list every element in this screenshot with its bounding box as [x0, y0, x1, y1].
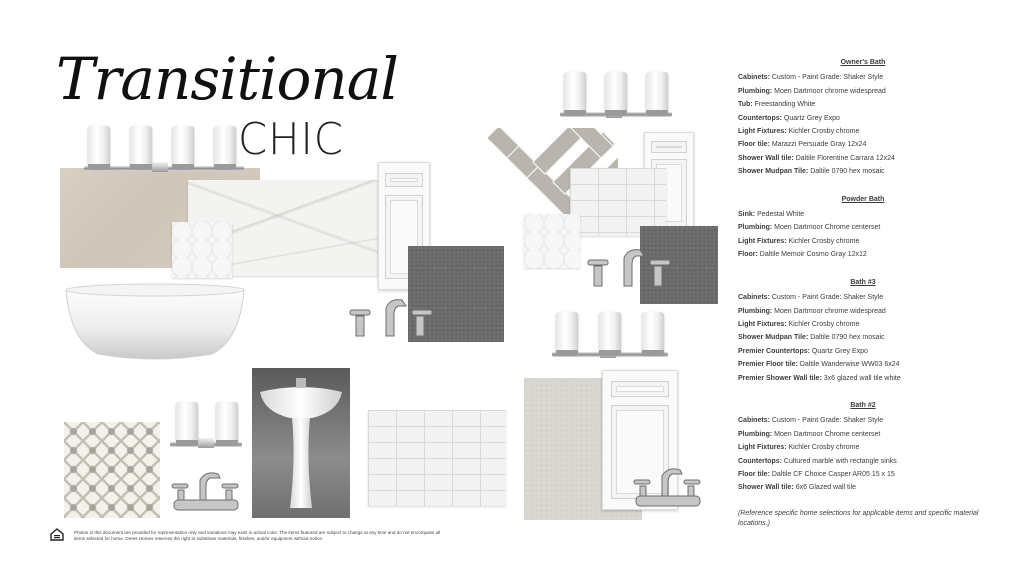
- spec-row: Floor: Daltile Memoir Cosmo Gray 12x12: [738, 251, 867, 259]
- spec-row: Cabinets: Custom - Paint Grade: Shaker Style: [738, 294, 884, 302]
- equal-housing-icon: [50, 528, 64, 542]
- bathtub-icon: [62, 280, 248, 364]
- spec-row: Cabinets: Custom - Paint Grade: Shaker Style: [738, 74, 884, 82]
- spec-row: Premier Countertops: Quartz Grey Expo: [738, 347, 868, 355]
- spec-row: Plumbing: Moen Dartmoor chrome widespread: [738, 87, 886, 95]
- faucet-icon: [584, 244, 676, 290]
- spec-row: Light Fixtures: Kichler Crosby chrome: [738, 128, 860, 136]
- disclaimer-text: Photos in this document are provided for representation only and variations may exist in actual color. The items featured are subject to change at any time and do not encompass all items selected for home. Drees Homes reserves the right to substitute materials, finishes, and/or equipment without notice.: [74, 530, 441, 541]
- hex-mosaic-swatch: [524, 214, 580, 268]
- floor-tile-pattern-swatch: [64, 422, 160, 518]
- page-subtitle: CHIC: [238, 114, 344, 165]
- spec-row: Light Fixtures: Kichler Crosby chrome: [738, 444, 860, 452]
- spec-row: Plumbing: Moen Dartmoor Chrome centerset: [738, 224, 881, 232]
- spec-row: Countertops: Cultured marble with rectangle sinks: [738, 457, 897, 465]
- spec-row: Shower Wall tile: Daltile Florentine Carrara 12x24: [738, 154, 895, 162]
- spec-row: Sink: Pedestal White: [738, 211, 805, 219]
- spec-row: Shower Wall tile: 6x6 Glazed wall tile: [738, 484, 857, 492]
- section-heading: Bath #2: [850, 401, 876, 409]
- hex-mosaic-swatch: [172, 222, 232, 278]
- page-title: Transitional: [56, 45, 398, 113]
- spec-row: Light Fixtures: Kichler Crosby chrome: [738, 237, 860, 245]
- reference-note: (Reference specific home selections for applicable items and specific material locations.): [738, 509, 979, 527]
- section-heading: Powder Bath: [841, 195, 885, 203]
- spec-row: Tub: Freestanding White: [738, 101, 816, 109]
- spec-row: Premier Floor tile: Daltile Wanderwise WW03 6x24: [738, 361, 900, 369]
- spec-row: Countertops: Quartz Grey Expo: [738, 114, 840, 122]
- spec-row: Shower Mudpan Tile: Daltile 0790 hex mosaic: [738, 334, 885, 342]
- pedestal-sink-photo: [252, 368, 350, 518]
- faucet-icon: [346, 292, 442, 342]
- spec-row: Premier Shower Wall tile: 3x6 glazed wall tile white: [738, 374, 901, 382]
- pedestal-sink-icon: [252, 368, 350, 518]
- faucet-icon: [170, 466, 242, 516]
- section-heading: Owner's Bath: [840, 59, 886, 66]
- light-fixture-icon: [170, 402, 242, 452]
- subway-tile-swatch: [368, 410, 506, 506]
- section-heading: Bath #3: [850, 278, 876, 286]
- spec-row: Light Fixtures: Kichler Crosby chrome: [738, 320, 860, 328]
- light-fixture-icon: [84, 126, 244, 180]
- light-fixture-icon: [552, 312, 668, 362]
- spec-row: Floor tile: Daltile CF Choice Casper AR05 15 x 15: [738, 470, 895, 478]
- spec-list: [738, 56, 988, 529]
- spec-row: Plumbing: Moen Dartmoor chrome widespread: [738, 307, 886, 315]
- spec-row: Cabinets: Custom - Paint Grade: Shaker Style: [738, 417, 884, 425]
- spec-row: Shower Mudpan Tile: Daltile 0790 hex mosaic: [738, 168, 885, 176]
- faucet-icon: [632, 462, 704, 512]
- spec-row: Floor tile: Marazzi Persuade Gray 12x24: [738, 141, 867, 149]
- light-fixture-icon: [560, 72, 672, 122]
- spec-row: Plumbing: Moen Dartmoor Chrome centerset: [738, 430, 881, 438]
